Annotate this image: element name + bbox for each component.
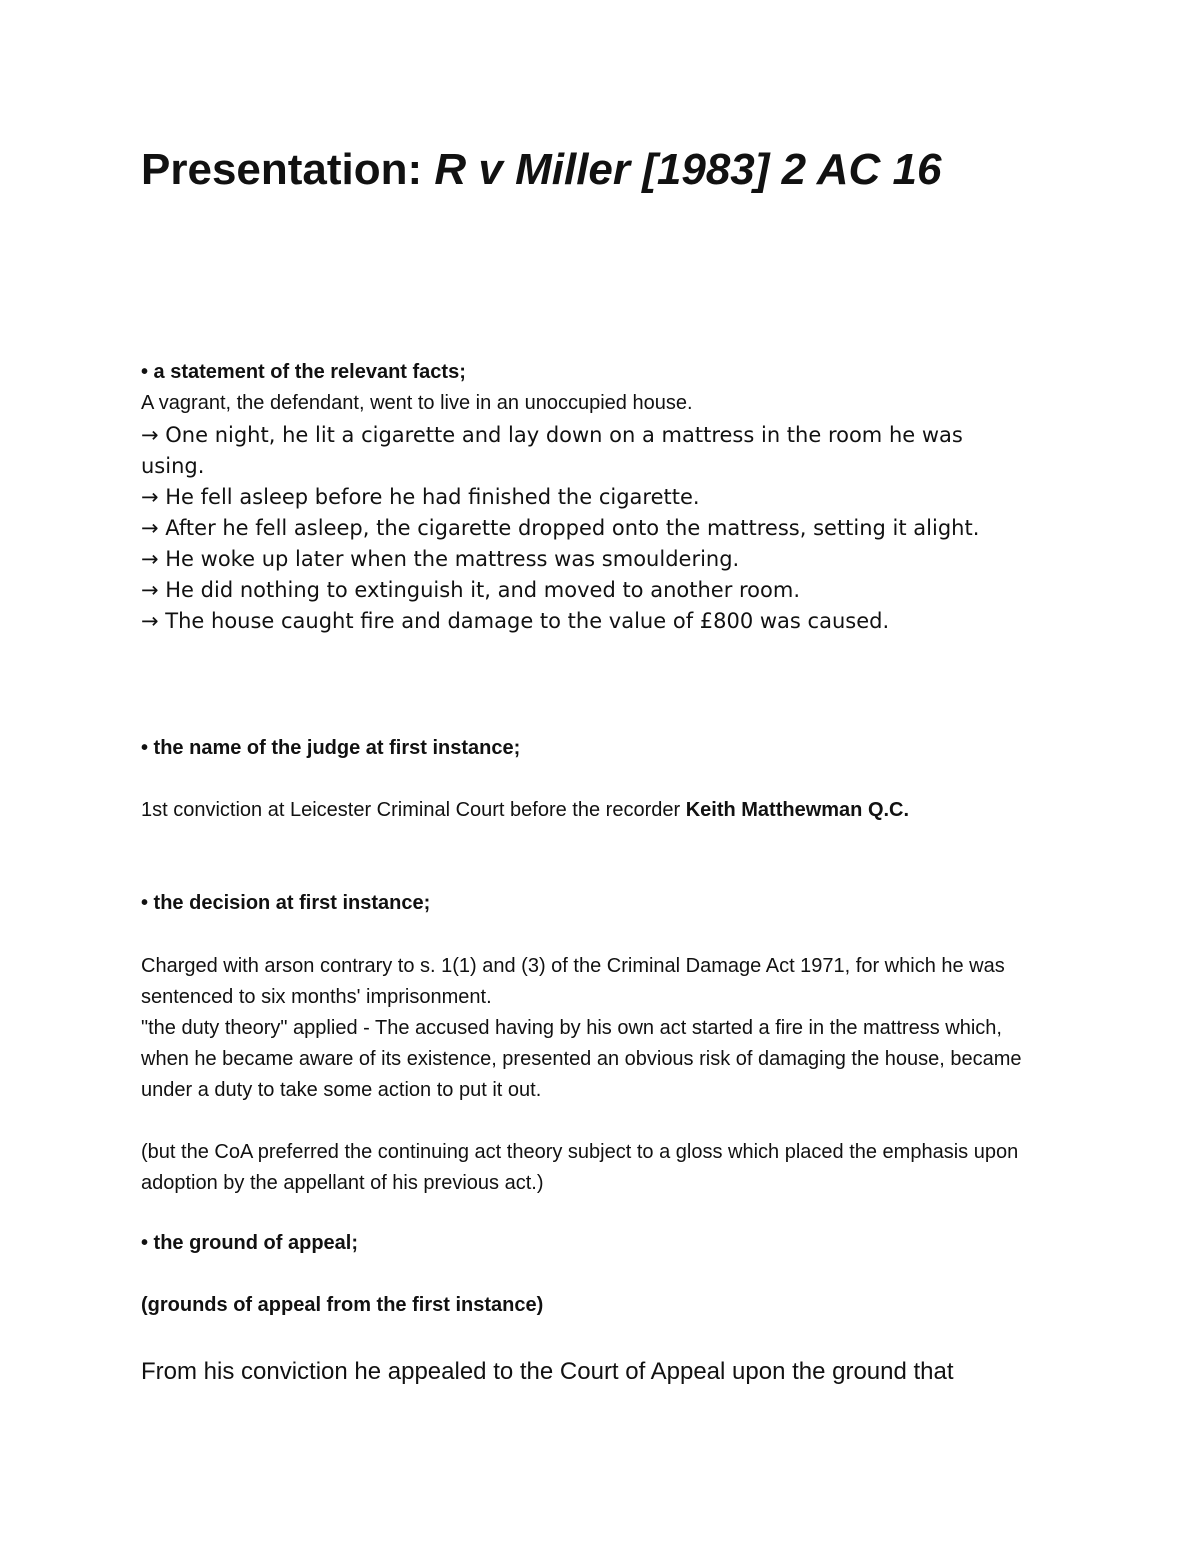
judge-paragraph — [141, 795, 909, 826]
decision-paragraph-2: "the duty theory" applied - The accused having by his own act started a fire in the mattress which, when he became aware of its existence, presented an obvious risk of damaging the house, became under a duty to take some action to put it out. — [141, 1017, 1022, 1101]
facts-point: → He fell asleep before he had finished the cigarette. — [141, 485, 700, 509]
decision-heading: • the decision at first instance; — [141, 892, 431, 914]
facts-point: → The house caught fire and damage to the value of £800 was caused. — [141, 609, 890, 633]
facts-intro: A vagrant, the defendant, went to live in an unoccupied house. — [141, 392, 693, 414]
decision-paragraph-1: Charged with arson contrary to s. 1(1) and (3) of the Criminal Damage Act 1971, for which he was sentenced to six months' imprisonment. — [141, 955, 1005, 1008]
appeal-subheading: (grounds of appeal from the first instance) — [141, 1294, 544, 1316]
facts-point: → After he fell asleep, the cigarette dropped onto the mattress, setting it alight. — [141, 516, 980, 540]
decision-body — [141, 951, 1051, 1199]
facts-point: → He woke up later when the mattress was smouldering. — [141, 547, 740, 571]
title-case-citation: R v Miller [1983] 2 AC 16 — [434, 145, 942, 194]
judge-name: Keith Matthewman Q.C. — [685, 799, 910, 821]
decision-paragraph-3: (but the CoA preferred the continuing act theory subject to a gloss which placed the emphasis upon adoption by the appellant of his previous act.) — [141, 1141, 1019, 1194]
appeal-text: From his conviction he appealed to the Court of Appeal upon the ground that — [141, 1358, 954, 1385]
facts-point: → He did nothing to extinguish it, and moved to another room. — [141, 578, 801, 602]
facts-points-list — [141, 420, 1021, 637]
title-label: Presentation: — [141, 145, 423, 194]
judge-heading: • the name of the judge at first instance; — [141, 737, 521, 759]
facts-heading: • a statement of the relevant facts; — [141, 361, 466, 383]
appeal-heading: • the ground of appeal; — [141, 1232, 358, 1254]
facts-point: → One night, he lit a cigarette and lay down on a mattress in the room he was using. — [141, 423, 963, 478]
page-title — [141, 140, 941, 200]
judge-text: 1st conviction at Leicester Criminal Court before the recorder — [141, 799, 681, 821]
